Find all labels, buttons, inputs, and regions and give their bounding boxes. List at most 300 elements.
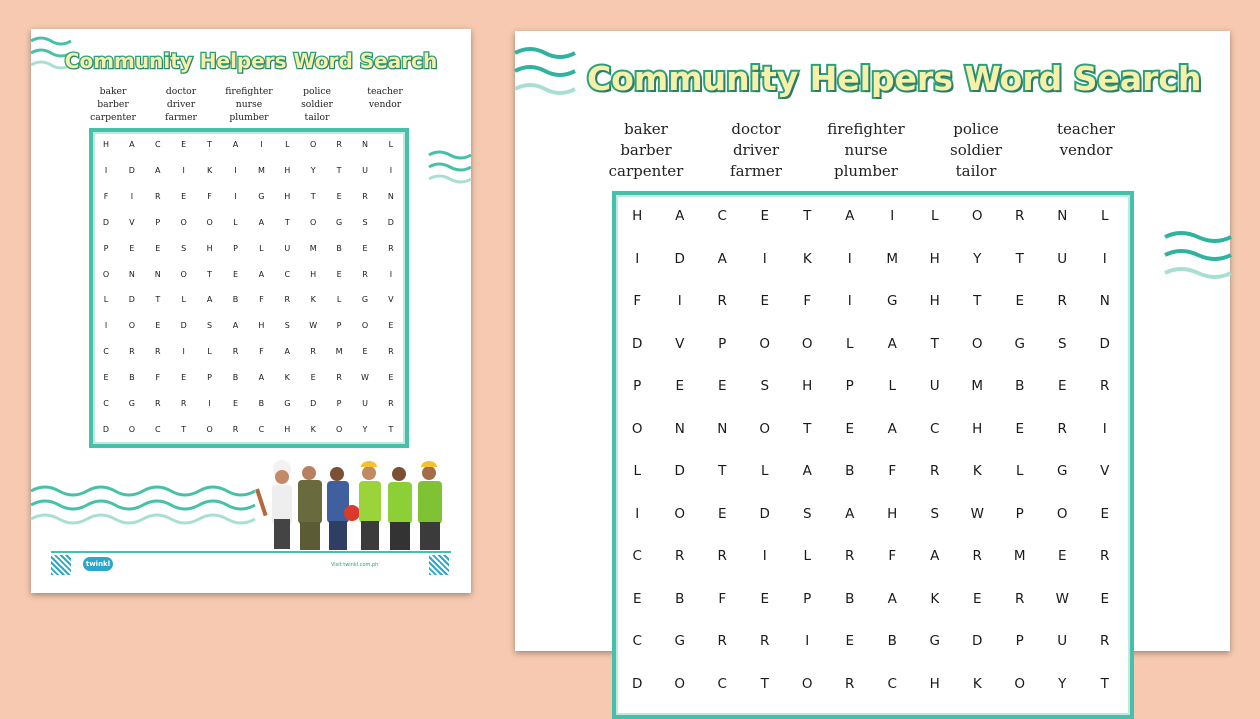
grid-letter: G bbox=[1057, 463, 1068, 479]
word-barber: barber bbox=[620, 141, 672, 159]
grid-letter: F bbox=[633, 293, 642, 309]
grid-letter: R bbox=[845, 548, 855, 564]
worksheet-preview-small bbox=[31, 29, 471, 593]
grid-letter: F bbox=[259, 295, 264, 305]
grid-letter: T bbox=[930, 335, 939, 352]
grid-letter: R bbox=[1100, 633, 1110, 649]
grid-letter: O bbox=[971, 208, 983, 224]
word-doctor: doctor bbox=[731, 120, 781, 138]
grid-letter: N bbox=[154, 269, 161, 279]
word-column bbox=[921, 119, 1031, 182]
grid-letter: T bbox=[181, 424, 187, 434]
grid-letter: I bbox=[208, 399, 211, 408]
grid-letter: E bbox=[845, 420, 855, 437]
grid-letter: S bbox=[930, 505, 940, 522]
grid-letter: E bbox=[388, 321, 394, 331]
grid-letter: R bbox=[717, 293, 727, 309]
grid-letter: P bbox=[155, 217, 161, 227]
grid-letter: H bbox=[284, 165, 291, 175]
grid-letter: D bbox=[759, 505, 770, 522]
grid-letter: P bbox=[845, 378, 854, 394]
grid-letter: O bbox=[1056, 505, 1068, 522]
grid-letter: O bbox=[206, 424, 213, 434]
word-teacher: teacher bbox=[367, 86, 403, 97]
word-search-grid bbox=[612, 191, 1134, 719]
word-column bbox=[1031, 119, 1141, 182]
grid-letter: G bbox=[674, 633, 685, 649]
word-firefighter: firefighter bbox=[827, 120, 905, 138]
grid-letter: W bbox=[309, 321, 318, 331]
grid-letter: K bbox=[206, 165, 213, 175]
grid-letter: A bbox=[802, 463, 812, 479]
grid-letter: D bbox=[310, 399, 317, 408]
grid-letter: A bbox=[232, 140, 239, 149]
grid-letter: B bbox=[129, 373, 135, 383]
grid-letter: K bbox=[802, 250, 812, 267]
grid-letter: E bbox=[1057, 548, 1067, 564]
qr-code bbox=[51, 555, 71, 575]
word-soldier: soldier bbox=[950, 141, 1002, 159]
grid-letter: L bbox=[633, 463, 642, 479]
word-column bbox=[79, 85, 147, 124]
grid-letter: C bbox=[103, 399, 109, 408]
grid-letter: R bbox=[232, 424, 239, 434]
grid-letter: T bbox=[760, 675, 769, 692]
grid-letter: A bbox=[232, 321, 239, 331]
grid-letter: P bbox=[1015, 505, 1024, 522]
grid-letter: T bbox=[336, 165, 342, 175]
grid-letter: A bbox=[887, 420, 897, 437]
grid-letter: R bbox=[1015, 208, 1025, 224]
grid-letter: S bbox=[284, 321, 290, 331]
grid-letter: R bbox=[1057, 293, 1067, 309]
word-column bbox=[147, 85, 215, 124]
grid-letter: E bbox=[155, 243, 161, 253]
grid-letter: D bbox=[180, 321, 187, 331]
grid-letter: R bbox=[972, 548, 982, 564]
grid-letter: B bbox=[336, 243, 342, 253]
grid-letter: E bbox=[310, 373, 316, 383]
grid-letter: O bbox=[310, 217, 317, 227]
grid-letter: I bbox=[260, 140, 263, 149]
grid-letter: P bbox=[803, 590, 812, 607]
grid-letter: R bbox=[336, 373, 342, 383]
grid-letter: D bbox=[674, 250, 685, 267]
wave-decoration-right bbox=[429, 147, 471, 187]
footer-divider bbox=[51, 551, 451, 553]
grid-letter: I bbox=[677, 293, 682, 309]
grid-letter: U bbox=[929, 378, 940, 394]
grid-letter: I bbox=[130, 191, 134, 201]
grid-letter: K bbox=[972, 675, 982, 692]
grid-letter: D bbox=[632, 335, 643, 352]
grid-letter: M bbox=[309, 243, 317, 253]
word-tailor: tailor bbox=[304, 112, 330, 123]
grid-letter: G bbox=[929, 633, 940, 649]
grid-letter: R bbox=[232, 347, 239, 357]
grid-letter: E bbox=[336, 191, 342, 201]
grid-letter: T bbox=[718, 463, 727, 479]
grid-letter: R bbox=[760, 633, 770, 649]
grid-letter: R bbox=[930, 463, 940, 479]
grid-letter: H bbox=[102, 140, 109, 149]
grid-letter: L bbox=[207, 347, 212, 357]
grid-letter: O bbox=[335, 424, 343, 434]
grid-letter: U bbox=[1057, 633, 1068, 649]
grid-letter: A bbox=[155, 165, 161, 175]
grid-letter: C bbox=[258, 424, 265, 434]
grid-letter: I bbox=[234, 191, 237, 201]
grid-letter: O bbox=[801, 335, 813, 352]
grid-letter: K bbox=[930, 590, 940, 607]
grid-letter: C bbox=[284, 269, 291, 279]
grid-letter: L bbox=[760, 463, 769, 479]
grid-letter: R bbox=[362, 269, 368, 279]
grid-letter: F bbox=[888, 548, 897, 564]
grid-letter: E bbox=[155, 321, 161, 331]
wave-decoration-top-left bbox=[515, 43, 575, 103]
grid-letter: H bbox=[887, 505, 898, 522]
grid-letter: F bbox=[155, 373, 161, 383]
grid-letter: R bbox=[180, 399, 187, 408]
page-title: Community Helpers Word Search bbox=[587, 59, 1202, 98]
grid-letter: C bbox=[632, 548, 642, 564]
grid-letter: G bbox=[335, 217, 343, 227]
grid-letter: E bbox=[181, 373, 187, 383]
grid-letter: C bbox=[103, 347, 109, 357]
word-soldier: soldier bbox=[301, 99, 333, 110]
grid-letter: M bbox=[1013, 548, 1026, 564]
grid-letter: D bbox=[1099, 335, 1110, 352]
grid-letter: E bbox=[760, 293, 770, 309]
grid-letter: O bbox=[971, 335, 983, 352]
grid-letter: I bbox=[635, 250, 640, 267]
grid-letter: W bbox=[361, 373, 369, 383]
wave-decoration-right bbox=[1165, 227, 1231, 287]
grid-letter: P bbox=[718, 335, 727, 352]
grid-letter: F bbox=[103, 191, 109, 201]
grid-letter: O bbox=[631, 420, 643, 437]
grid-letter: I bbox=[805, 633, 810, 649]
grid-letter: L bbox=[1100, 208, 1109, 224]
grid-letter: P bbox=[633, 378, 642, 394]
grid-letter: E bbox=[362, 347, 368, 357]
grid-letter: T bbox=[1100, 675, 1109, 692]
grid-letter: S bbox=[1057, 335, 1067, 352]
grid-letter: O bbox=[801, 675, 813, 692]
grid-letter: I bbox=[104, 165, 108, 175]
grid-letter: Y bbox=[310, 165, 316, 175]
word-nurse: nurse bbox=[844, 141, 888, 159]
grid-letter: E bbox=[760, 590, 770, 607]
grid-letter: H bbox=[258, 321, 265, 331]
grid-letter: D bbox=[632, 675, 643, 692]
grid-letter: H bbox=[929, 675, 940, 692]
grid-letter: R bbox=[310, 347, 316, 357]
grid-letter: B bbox=[232, 373, 239, 383]
word-tailor: tailor bbox=[955, 162, 997, 180]
grid-letter: S bbox=[802, 505, 812, 522]
grid-letter: L bbox=[888, 378, 897, 394]
grid-letter: L bbox=[388, 140, 394, 149]
grid-letter: R bbox=[155, 347, 161, 357]
grid-letter: R bbox=[155, 399, 161, 408]
grid-letter: B bbox=[232, 295, 239, 305]
grid-letter: F bbox=[803, 293, 812, 309]
grid-letter: I bbox=[762, 548, 767, 564]
grid-letter: K bbox=[310, 424, 316, 434]
grid-letter: I bbox=[389, 269, 393, 279]
grid-letter: B bbox=[1015, 378, 1025, 394]
grid-letter: P bbox=[207, 373, 212, 383]
grid-letter: E bbox=[388, 373, 394, 383]
grid-letter: O bbox=[759, 335, 771, 352]
grid-letter: F bbox=[259, 347, 264, 357]
grid-letter: O bbox=[180, 269, 187, 279]
grid-letter: C bbox=[717, 208, 727, 224]
grid-letter: Y bbox=[1058, 675, 1067, 692]
grid-letter: T bbox=[388, 424, 394, 434]
grid-letter: E bbox=[760, 208, 770, 224]
grid-letter: T bbox=[803, 208, 812, 224]
grid-letter: Y bbox=[973, 250, 982, 267]
grid-letter: P bbox=[336, 399, 342, 408]
grid-letter: I bbox=[890, 208, 895, 224]
grid-letter: L bbox=[181, 295, 186, 305]
word-plumber: plumber bbox=[229, 112, 269, 123]
grid-letter: R bbox=[1057, 420, 1067, 437]
grid-letter: R bbox=[1100, 378, 1110, 394]
grid-letter: E bbox=[129, 243, 135, 253]
grid-letter: V bbox=[129, 217, 135, 227]
grid-letter: V bbox=[388, 295, 394, 305]
grid-letter: A bbox=[258, 373, 265, 383]
word-nurse: nurse bbox=[235, 99, 263, 110]
grid-letter: L bbox=[233, 217, 238, 227]
twinkl-badge-icon bbox=[429, 555, 449, 575]
grid-letter: A bbox=[887, 590, 897, 607]
grid-letter: O bbox=[1014, 675, 1026, 692]
grid-letter: D bbox=[128, 295, 135, 305]
grid-letter: R bbox=[388, 347, 394, 357]
grid-letter: V bbox=[1100, 463, 1110, 479]
grid-letter: R bbox=[1100, 548, 1110, 564]
grid-letter: F bbox=[718, 590, 727, 607]
grid-letter: O bbox=[128, 321, 136, 331]
grid-letter: G bbox=[128, 399, 135, 408]
grid-letter: I bbox=[1102, 250, 1107, 267]
grid-letter: N bbox=[387, 191, 394, 201]
grid-letter: T bbox=[155, 295, 161, 305]
grid-letter: A bbox=[845, 505, 855, 522]
grid-letter: R bbox=[388, 399, 394, 408]
grid-letter: A bbox=[258, 269, 265, 279]
word-barber: barber bbox=[97, 99, 129, 110]
word-doctor: doctor bbox=[165, 86, 197, 97]
grid-letter: G bbox=[361, 295, 369, 305]
word-column bbox=[283, 85, 351, 124]
word-column bbox=[701, 119, 811, 182]
grid-letter: A bbox=[887, 335, 897, 352]
grid-letter: E bbox=[181, 191, 187, 201]
grid-letter: R bbox=[336, 140, 342, 149]
grid-letter: T bbox=[207, 140, 213, 149]
grid-letter: S bbox=[362, 217, 368, 227]
grid-letter: O bbox=[759, 420, 771, 437]
grid-letter: E bbox=[1057, 378, 1067, 394]
wave-decoration-bottom-left bbox=[31, 481, 251, 531]
grid-letter: U bbox=[284, 243, 291, 253]
grid-letter: R bbox=[675, 548, 685, 564]
grid-letter: N bbox=[717, 420, 728, 437]
grid-letter: O bbox=[310, 140, 317, 149]
word-column bbox=[215, 85, 283, 124]
grid-letter: K bbox=[284, 373, 290, 383]
grid-letter: L bbox=[285, 140, 290, 149]
grid-letter: L bbox=[803, 548, 812, 564]
grid-letter: H bbox=[206, 243, 213, 253]
grid-letter: H bbox=[310, 269, 317, 279]
word-list bbox=[591, 119, 1141, 182]
grid-letter: L bbox=[259, 243, 264, 253]
grid-letter: A bbox=[717, 250, 727, 267]
twinkl-logo: twinkl bbox=[83, 557, 113, 571]
grid-letter: M bbox=[886, 250, 899, 267]
grid-letter: T bbox=[284, 217, 290, 227]
grid-letter: F bbox=[207, 191, 212, 201]
grid-letter: P bbox=[1015, 633, 1024, 649]
grid-letter: O bbox=[128, 424, 136, 434]
grid-letter: O bbox=[206, 217, 213, 227]
grid-letter: P bbox=[233, 243, 238, 253]
grid-letter: E bbox=[1015, 293, 1025, 309]
grid-letter: Y bbox=[362, 424, 368, 434]
word-farmer: farmer bbox=[165, 112, 197, 123]
grid-letter: O bbox=[102, 269, 110, 279]
community-helpers-illustration bbox=[257, 459, 467, 551]
grid-letter: G bbox=[887, 293, 898, 309]
grid-letter: P bbox=[336, 321, 342, 331]
grid-letter: R bbox=[284, 295, 291, 305]
grid-letter: S bbox=[760, 378, 770, 394]
grid-letter: H bbox=[802, 378, 813, 394]
grid-letter: F bbox=[888, 463, 897, 479]
grid-letter: D bbox=[387, 217, 394, 227]
grid-letter: S bbox=[207, 321, 213, 331]
grid-letter: M bbox=[971, 378, 984, 394]
grid-letter: K bbox=[972, 463, 982, 479]
word-vendor: vendor bbox=[1059, 141, 1113, 159]
grid-letter: D bbox=[128, 165, 135, 175]
grid-letter: C bbox=[930, 420, 940, 437]
grid-letter: T bbox=[310, 191, 316, 201]
grid-letter: E bbox=[972, 590, 982, 607]
grid-letter: I bbox=[847, 250, 852, 267]
grid-letter: K bbox=[310, 295, 316, 305]
grid-letter: S bbox=[181, 243, 187, 253]
grid-letter: U bbox=[362, 399, 368, 408]
grid-letter: A bbox=[284, 347, 291, 357]
grid-letter: I bbox=[389, 165, 393, 175]
grid-letter: R bbox=[1015, 590, 1025, 607]
grid-letter: T bbox=[1015, 250, 1024, 267]
grid-letter: N bbox=[362, 140, 368, 149]
grid-letter: L bbox=[336, 295, 342, 305]
worksheet-zoomed bbox=[515, 31, 1230, 692]
grid-letter: U bbox=[362, 165, 368, 175]
grid-letter: P bbox=[103, 243, 109, 253]
grid-letter: M bbox=[335, 347, 343, 357]
footer-url: Visit twinkl.com.ph bbox=[331, 562, 379, 568]
grid-letter: C bbox=[155, 424, 161, 434]
grid-letter: R bbox=[717, 548, 727, 564]
grid-letter: I bbox=[847, 293, 852, 309]
grid-letter: O bbox=[674, 505, 686, 522]
grid-letter: E bbox=[232, 269, 239, 279]
word-carpenter: carpenter bbox=[608, 162, 684, 180]
grid-letter: V bbox=[675, 335, 685, 352]
grid-letter: E bbox=[232, 399, 239, 408]
grid-letter: E bbox=[336, 269, 342, 279]
word-column bbox=[591, 119, 701, 182]
grid-letter: W bbox=[1055, 590, 1069, 607]
grid-letter: R bbox=[362, 191, 368, 201]
grid-letter: H bbox=[284, 424, 291, 434]
grid-letter: R bbox=[388, 243, 394, 253]
grid-letter: I bbox=[1102, 420, 1107, 437]
word-teacher: teacher bbox=[1057, 120, 1115, 138]
grid-letter: A bbox=[206, 295, 213, 305]
grid-letter: T bbox=[207, 269, 213, 279]
word-baker: baker bbox=[99, 86, 127, 97]
grid-letter: I bbox=[104, 321, 108, 331]
grid-letter: D bbox=[972, 633, 983, 649]
grid-letter: H bbox=[929, 293, 940, 309]
grid-letter: E bbox=[103, 373, 109, 383]
grid-letter: O bbox=[361, 321, 369, 331]
grid-letter: C bbox=[717, 675, 727, 692]
grid-letter: H bbox=[284, 191, 291, 201]
word-baker: baker bbox=[624, 120, 668, 138]
grid-letter: E bbox=[1100, 590, 1110, 607]
word-farmer: farmer bbox=[730, 162, 782, 180]
grid-letter: I bbox=[762, 250, 767, 267]
grid-letter: D bbox=[102, 217, 110, 227]
grid-letter: C bbox=[632, 633, 642, 649]
grid-letter: B bbox=[258, 399, 265, 408]
grid-letter: R bbox=[129, 347, 135, 357]
word-police: police bbox=[303, 86, 331, 97]
grid-letter: E bbox=[845, 633, 855, 649]
grid-letter: A bbox=[129, 140, 135, 149]
grid-letter: R bbox=[717, 633, 727, 649]
grid-letter: E bbox=[632, 590, 642, 607]
grid-letter: B bbox=[887, 633, 897, 649]
grid-letter: N bbox=[674, 420, 685, 437]
grid-letter: O bbox=[180, 217, 187, 227]
grid-letter: E bbox=[675, 378, 685, 394]
word-column bbox=[811, 119, 921, 182]
word-carpenter: carpenter bbox=[90, 112, 136, 123]
grid-letter: U bbox=[1057, 250, 1068, 267]
word-search-grid bbox=[89, 128, 409, 448]
grid-letter: A bbox=[258, 217, 265, 227]
grid-letter: E bbox=[181, 140, 187, 149]
grid-letter: E bbox=[717, 505, 727, 522]
grid-letter: H bbox=[972, 420, 983, 437]
grid-letter: D bbox=[102, 424, 110, 434]
grid-letter: B bbox=[675, 590, 685, 607]
